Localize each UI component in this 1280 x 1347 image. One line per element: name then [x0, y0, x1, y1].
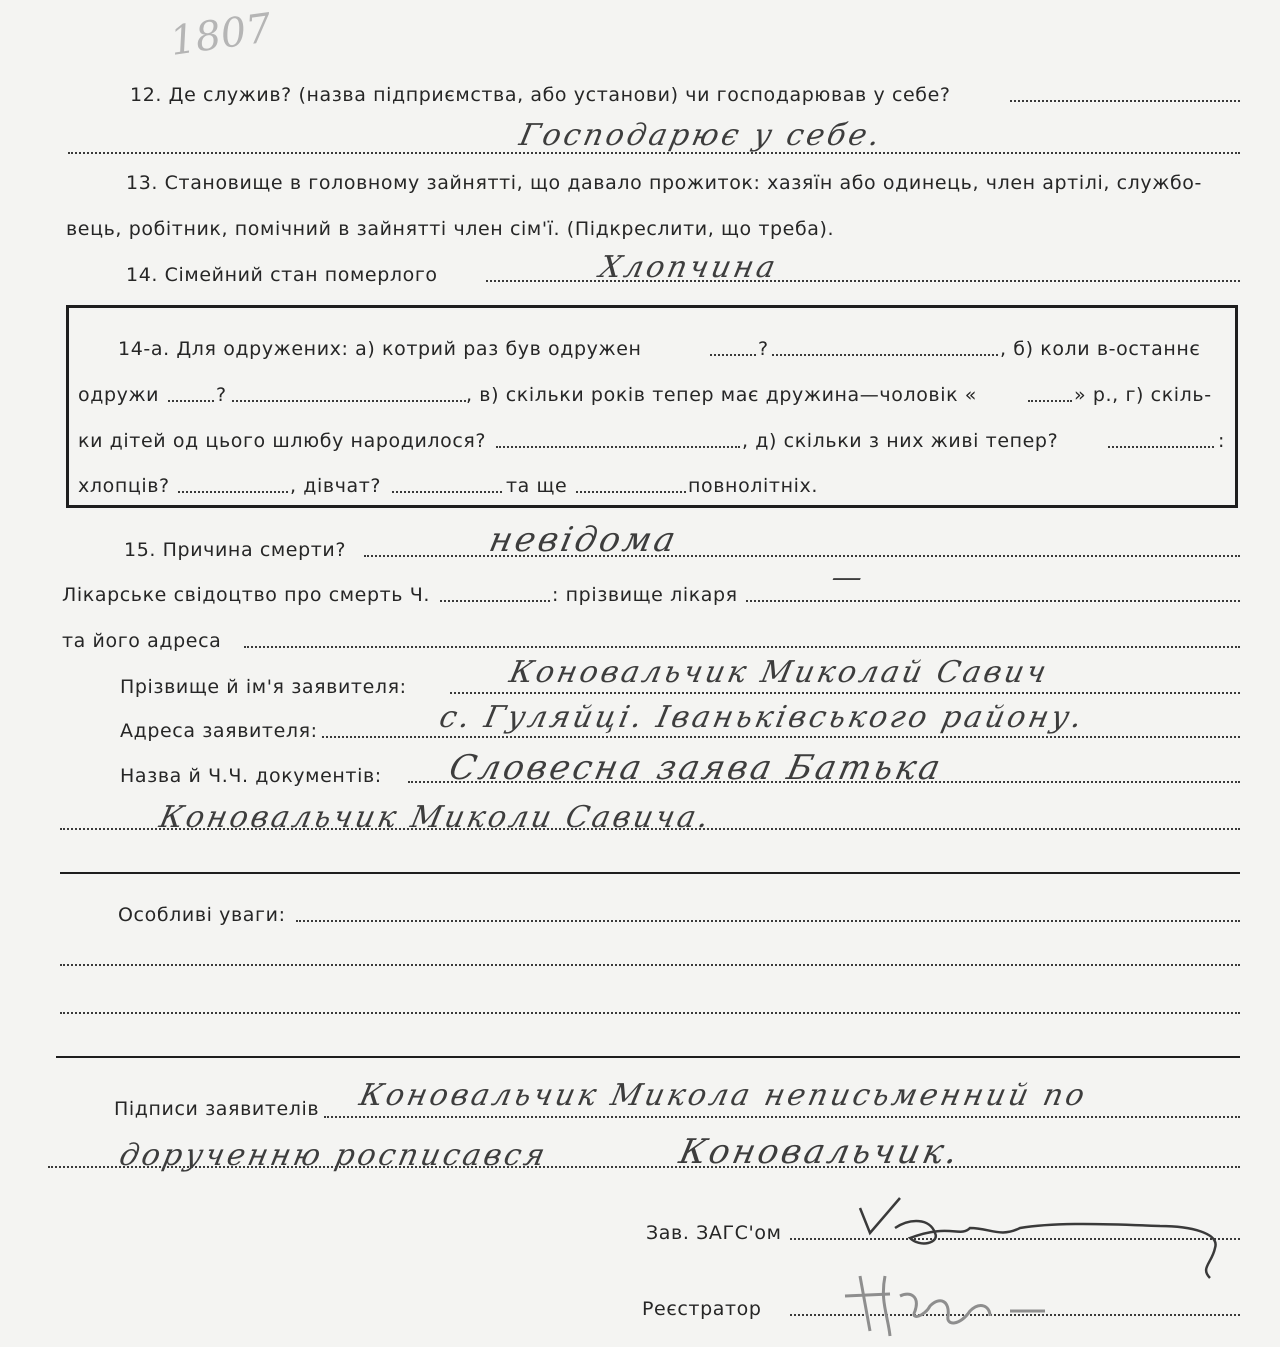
remarks-dots-3 — [60, 1012, 1240, 1014]
documents-label: Назва й Ч.Ч. документів: — [120, 765, 382, 787]
applicant-name-label: Прізвище й ім'я заявителя: — [120, 676, 407, 698]
q14a-dots-8 — [178, 491, 288, 493]
q12-dots-1 — [1010, 100, 1240, 102]
documents-value-2: Коновальчик Миколи Савича. — [156, 800, 715, 835]
remarks-label: Особливі уваги: — [118, 904, 286, 926]
q14a-line2-b: , в) скільки років тепер має дружина—чоловік « — [466, 384, 978, 406]
applicant-address-label: Адреса заявителя: — [120, 720, 318, 742]
q14a-line1-a: 14-а. Для одружених: а) котрий раз був одружен — [118, 338, 642, 360]
q14a-line4-b: , дівчат? — [290, 475, 382, 497]
q14a-line3-c: : — [1218, 430, 1226, 452]
documents-dots-2 — [60, 828, 1240, 830]
documents-value: Словесна заява Батька — [445, 748, 947, 788]
applicant-address-dots — [322, 736, 1240, 738]
signatures-line2: дорученню росписався — [116, 1138, 551, 1173]
q12-dots-2 — [68, 152, 1240, 154]
registrar-signature — [830, 1256, 1070, 1346]
q14a-line4-d: повнолітніх. — [688, 475, 818, 497]
q14a-dots-5 — [1028, 400, 1072, 402]
applicant-address-value: с. Гуляйці. Іваньківського району. — [436, 700, 1089, 735]
q14a-dots-4 — [232, 400, 466, 402]
q15-dots — [364, 555, 1240, 557]
q15-answer: невідома — [485, 520, 682, 560]
q14a-line1-b: , б) коли в-останнє — [1000, 338, 1201, 360]
medical-cert-label: Лікарське свідоцтво про смерть Ч. — [62, 584, 430, 606]
documents-dots — [408, 781, 1240, 783]
signatures-label: Підписи заявителів — [114, 1098, 320, 1120]
q14a-qmark-1: ? — [758, 338, 769, 360]
zags-head-label: Зав. ЗАГС'ом — [646, 1222, 782, 1244]
q14a-dots-9 — [392, 491, 502, 493]
q14-dots — [486, 280, 1240, 282]
signatures-dots-1 — [324, 1116, 1240, 1118]
q12-answer: Господарює у себе. — [516, 118, 886, 153]
q14a-line3-a: ки дітей од цього шлюбу народилося? — [78, 430, 487, 452]
doctor-address-dots — [244, 646, 1240, 648]
q15-label: 15. Причина смерти? — [124, 539, 347, 561]
section-divider-1 — [60, 872, 1240, 874]
q12-label: 12. Де служив? (назва підприємства, або установи) чи господарював у себе? — [130, 84, 951, 106]
q14-label: 14. Сімейний стан померлого — [126, 264, 438, 286]
doctor-address-label: та його адреса — [62, 630, 222, 652]
q14a-dots-2 — [772, 354, 998, 356]
signatures-dots-2 — [48, 1166, 1240, 1168]
q14a-dots-1 — [710, 354, 756, 356]
q14a-dots-10 — [576, 491, 686, 493]
marriage-section-box — [66, 305, 1238, 508]
section-divider-2 — [56, 1056, 1240, 1058]
doctor-dots — [746, 600, 1240, 602]
applicant-name-dots — [450, 692, 1240, 694]
q14a-dots-6 — [496, 446, 740, 448]
q14a-qmark-2: ? — [216, 384, 227, 406]
q13-line1: 13. Становище в головному зайнятті, що давало прожиток: хазяїн або одинець, член артілі, службо- — [126, 172, 1202, 194]
q14a-line4-c: та ще — [506, 475, 568, 497]
doctor-label: : прізвище лікаря — [552, 584, 738, 606]
medical-cert-dots — [440, 600, 550, 602]
registrar-label: Реєстратор — [642, 1298, 762, 1320]
doctor-value: — — [828, 560, 869, 595]
signatures-line2-signature: Коновальчик. — [675, 1132, 965, 1172]
q14a-dots-7 — [1108, 446, 1214, 448]
q13-line2: вець, робітник, помічний в зайнятті член сім'ї. (Підкреслити, що треба). — [66, 218, 835, 240]
q14a-dots-3 — [168, 400, 214, 402]
remarks-dots-1 — [296, 920, 1240, 922]
q14a-line2-a: одружи — [78, 384, 160, 406]
applicant-name-value: Коновальчик Миколай Савич — [506, 655, 1053, 690]
archive-number: 1807 — [167, 5, 275, 65]
signatures-line1: Коновальчик Микола неписьменний по — [356, 1078, 1091, 1113]
q14a-line4-a: хлопців? — [78, 475, 170, 497]
remarks-dots-2 — [60, 964, 1240, 966]
q14-answer: Хлопчина — [596, 250, 782, 285]
q14a-line3-b: , д) скільки з них живі тепер? — [742, 430, 1059, 452]
q14a-line2-c: » р., г) скіль- — [1074, 384, 1212, 406]
